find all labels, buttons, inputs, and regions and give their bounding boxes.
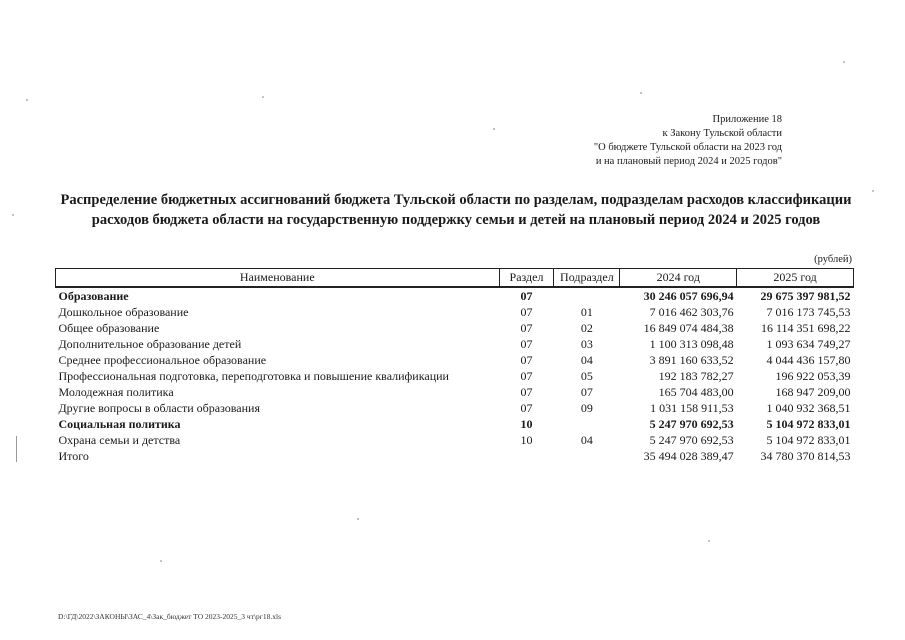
- amount-2024-cell: 5 247 970 692,53: [649, 432, 734, 447]
- table-row: [56, 352, 854, 368]
- scan-speck: [708, 540, 710, 542]
- header-name: Наименование: [56, 269, 500, 288]
- appendix-law-ref: к Закону Тульской области: [662, 128, 782, 139]
- table-row: [56, 336, 854, 352]
- table-row: [56, 384, 854, 400]
- name-cell: Дополнительное образование детей: [58, 336, 242, 351]
- subsection-cell: 04: [580, 352, 593, 367]
- amount-2024-cell: 165 704 483,00: [658, 384, 734, 399]
- scan-speck: [12, 214, 14, 216]
- header-2024: 2024 год: [620, 269, 737, 288]
- name-cell: Образование: [58, 288, 129, 303]
- amount-2025-cell: 5 104 972 833,01: [766, 416, 851, 431]
- amount-2025-cell: 16 114 351 698,22: [760, 320, 851, 335]
- subsection-cell: 07: [580, 384, 593, 399]
- subsection-cell: [554, 416, 620, 432]
- section-cell: 07: [520, 304, 533, 319]
- name-cell: Другие вопросы в области образования: [58, 400, 260, 415]
- section-cell: 07: [520, 336, 533, 351]
- subsection-cell: 03: [580, 336, 593, 351]
- table-row: [56, 448, 854, 464]
- scan-speck: [640, 92, 642, 94]
- amount-2024-cell: 30 246 057 696,94: [643, 288, 734, 303]
- appendix-law-title-2: и на плановый период 2024 и 2025 годов": [595, 156, 782, 167]
- appendix-block: [560, 113, 782, 169]
- subsection-cell: 01: [580, 304, 593, 319]
- amount-2024-cell: 3 891 160 633,52: [649, 352, 734, 367]
- section-cell: 07: [520, 352, 533, 367]
- amount-2025-cell: 4 044 436 157,80: [766, 352, 851, 367]
- section-cell: 07: [520, 384, 533, 399]
- section-cell: 07: [520, 368, 533, 383]
- table-header-row: [56, 269, 854, 288]
- section-cell: 07: [520, 320, 533, 335]
- appendix-law-title-1: "О бюджете Тульской области на 2023 год: [593, 142, 782, 153]
- name-cell: Итого: [58, 448, 89, 463]
- table-row: [56, 304, 854, 320]
- table-row: [56, 287, 854, 304]
- table-row: [56, 368, 854, 384]
- scan-speck: [26, 99, 28, 101]
- amount-2025-cell: 34 780 370 814,53: [760, 448, 851, 463]
- table-row: [56, 400, 854, 416]
- amount-2024-cell: 7 016 462 303,76: [649, 304, 734, 319]
- amount-2025-cell: 5 104 972 833,01: [766, 432, 851, 447]
- subsection-cell: 02: [580, 320, 593, 335]
- appendix-number: Приложение 18: [712, 114, 782, 125]
- section-cell: 10: [520, 432, 533, 447]
- name-cell: Профессиональная подготовка, переподготовка и повышение квалификации: [58, 368, 449, 383]
- subsection-cell: 05: [580, 368, 593, 383]
- amount-2025-cell: 29 675 397 981,52: [760, 288, 851, 303]
- scan-speck: [160, 560, 162, 562]
- subsection-cell: 09: [580, 400, 593, 415]
- name-cell: Охрана семьи и детства: [58, 432, 181, 447]
- scan-edge-mark: [16, 436, 17, 462]
- amount-2024-cell: 192 183 782,27: [658, 368, 734, 383]
- name-cell: Молодежная политика: [58, 384, 174, 399]
- header-subsection: Подраздел: [554, 269, 620, 288]
- name-cell: Социальная политика: [58, 416, 181, 431]
- amount-2025-cell: 1 093 634 749,27: [766, 336, 851, 351]
- subsection-cell: [554, 448, 620, 464]
- section-cell: 07: [520, 288, 533, 303]
- amount-2024-cell: 1 031 158 911,53: [650, 400, 734, 415]
- name-cell: Общее образование: [58, 320, 160, 335]
- budget-table: [55, 268, 854, 464]
- scan-speck: [493, 128, 495, 130]
- amount-2025-cell: 7 016 173 745,53: [766, 304, 851, 319]
- table-row: [56, 320, 854, 336]
- section-cell: 07: [520, 400, 533, 415]
- units-label: (рублей): [814, 254, 852, 265]
- scan-speck: [872, 190, 874, 192]
- amount-2024-cell: 1 100 313 098,48: [649, 336, 734, 351]
- subsection-cell: [554, 287, 620, 304]
- amount-2024-cell: 5 247 970 692,53: [649, 416, 734, 431]
- subsection-cell: 04: [580, 432, 593, 447]
- file-path-footer: D:\ГД\2022\ЗАКОНЫ\ЗАС_4\Зак_бюджет ТО 2023-2025_3 чт\рг18.xls: [58, 612, 282, 621]
- amount-2025-cell: 168 947 209,00: [775, 384, 851, 399]
- document-title: Распределение бюджетных ассигнований бюджета Тульской области по разделам, подразделам расходов классификации расходов бюджета области на государственную поддержку семьи и детей на плановый период 2024 и 2025 годов: [60, 192, 852, 228]
- table-row: [56, 416, 854, 432]
- section-cell: 10: [520, 416, 533, 431]
- section-cell: [499, 448, 554, 464]
- amount-2024-cell: 16 849 074 484,38: [643, 320, 734, 335]
- amount-2024-cell: 35 494 028 389,47: [643, 448, 734, 463]
- scan-speck: [357, 518, 359, 520]
- table-row: [56, 432, 854, 448]
- name-cell: Среднее профессиональное образование: [58, 352, 267, 367]
- amount-2025-cell: 196 922 053,39: [775, 368, 851, 383]
- amount-2025-cell: 1 040 932 368,51: [766, 400, 851, 415]
- header-2025: 2025 год: [737, 269, 854, 288]
- header-section: Раздел: [499, 269, 554, 288]
- scan-speck: [262, 96, 264, 98]
- scan-speck: [843, 61, 845, 63]
- name-cell: Дошкольное образование: [58, 304, 189, 319]
